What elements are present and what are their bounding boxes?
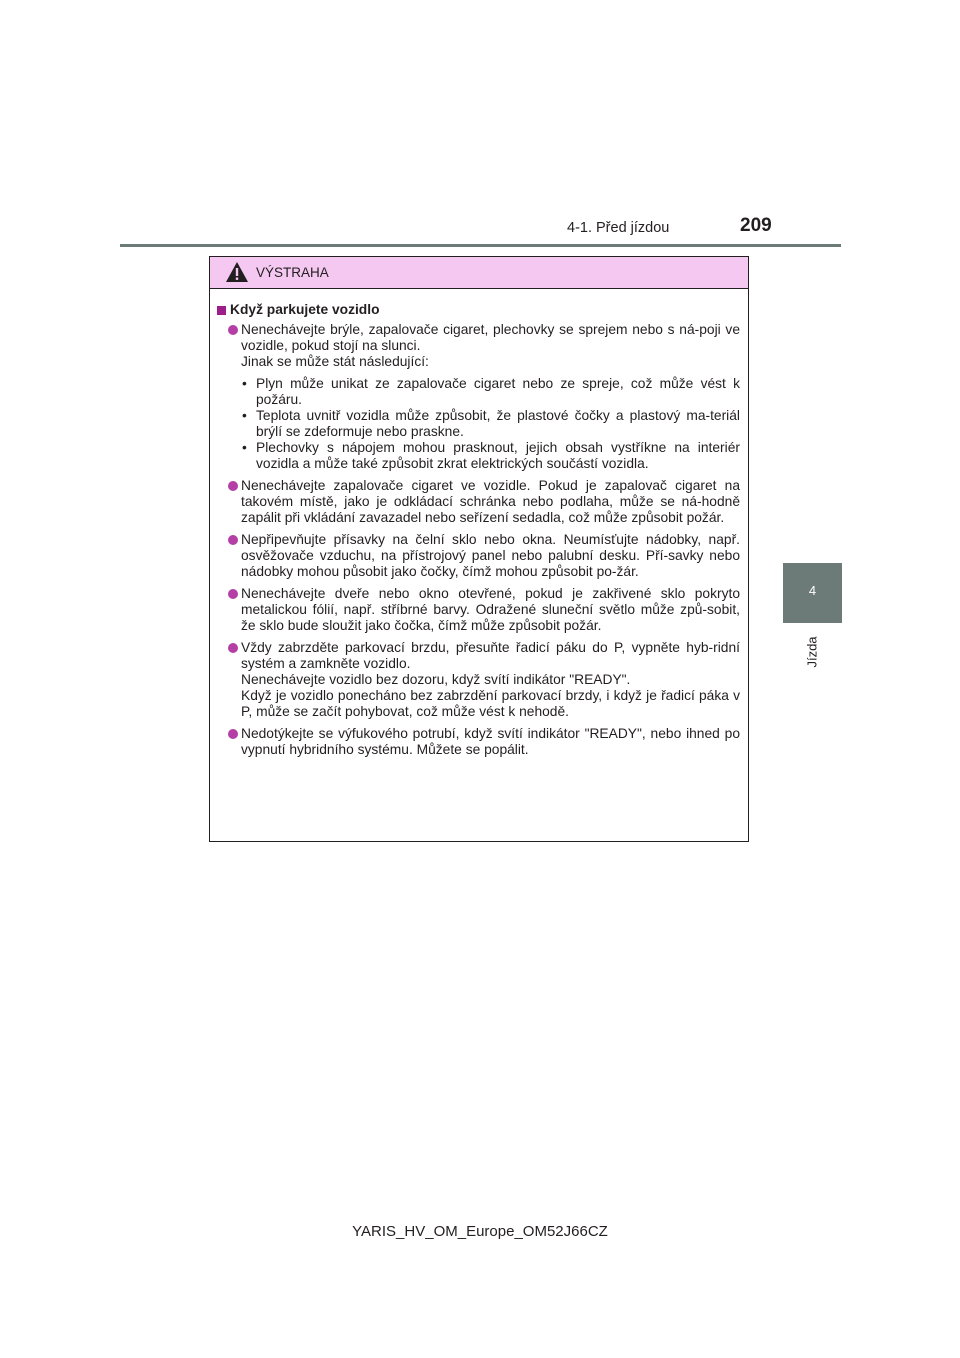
warning-item-text: Nedotýkejte se výfukového potrubí, když svítí indikátor "READY", nebo ihned po vypnutí hybridního systému. Můžete se popálit. (241, 726, 740, 757)
warning-triangle-icon (225, 261, 249, 283)
warning-item (217, 478, 740, 526)
warning-header (210, 257, 748, 289)
chapter-tab-number: 4 (808, 583, 817, 598)
warning-item (217, 640, 740, 720)
warning-item (217, 532, 740, 580)
warning-item (217, 586, 740, 634)
chapter-label-text: Jízda (804, 636, 820, 668)
sub-list (241, 376, 740, 472)
warning-item-text: Nenechávejte dveře nebo okno otevřené, pokud je zakřivené sklo pokryto metalickou fólií, např. stříbrné barvy. Odražené sluneční světlo může způ-sobit, že sklo bude sloužit jako čočka, čímž může způsobit požár. (241, 586, 740, 633)
warning-item-text: Vždy zabrzděte parkovací brzdu, přesuňte řadicí páku do P, vypněte hyb-ridní systém a zamkněte vozidlo. (241, 640, 740, 671)
document-code: YARIS_HV_OM_Europe_OM52J66CZ (352, 1223, 608, 1240)
warning-item (217, 322, 740, 472)
bullet-icon (228, 643, 238, 653)
section-heading-text: Když parkujete vozidlo (230, 302, 380, 317)
sub-list-item: • Plechovky s nápojem mohou prasknout, jejich obsah vystříkne na interiér vozidla a může také způsobit zkrat elektrických součástí vozidla. (241, 440, 740, 472)
section-heading (217, 302, 740, 318)
header-rule (120, 244, 841, 247)
header-section-title: 4-1. Před jízdou (567, 220, 670, 236)
page-number: 209 (740, 215, 772, 236)
warning-item-text: Jinak se může stát následující: (241, 354, 429, 369)
bullet-icon (228, 535, 238, 545)
bullet-icon (228, 589, 238, 599)
warning-body (210, 289, 748, 758)
sub-list-item: • Teplota uvnitř vozidla může způsobit, že plastové čočky a plastový ma-teriál brýlí se zdeformuje nebo praskne. (241, 408, 740, 440)
bullet-icon (228, 729, 238, 739)
warning-item-text: Nenechávejte brýle, zapalovače cigaret, plechovky se sprejem nebo s ná-poji ve vozidle, pokud stojí na slunci. (241, 322, 740, 353)
warning-item-text: Nenechávejte vozidlo bez dozoru, když svítí indikátor "READY". (241, 672, 631, 687)
warning-box (209, 256, 749, 842)
chapter-label (798, 632, 826, 672)
bullet-icon (228, 481, 238, 491)
warning-item (217, 726, 740, 758)
warning-item-text: Když je vozidlo ponecháno bez zabrzdění parkovací brzdy, i když je řadicí páka v P, může se začít pohybovat, což může vést k nehodě. (241, 688, 740, 719)
warning-title: VÝSTRAHA (256, 265, 329, 280)
warning-item-text: Nepřipevňujte přísavky na čelní sklo nebo okna. Neumísťujte nádobky, např. osvěžovače vzduchu, na přístrojový panel nebo palubní desku. Pří-savky nebo nádobky mohou působit jako čočky, čímž mohou způsobit po-žár. (241, 532, 740, 579)
sub-list-item: • Plyn může unikat ze zapalovače cigaret nebo ze spreje, což může vést k požáru. (241, 376, 740, 408)
square-bullet-icon (217, 306, 226, 315)
chapter-tab (783, 563, 842, 623)
bullet-icon (228, 325, 238, 335)
warning-item-text: Nenechávejte zapalovače cigaret ve vozidle. Pokud je zapalovač cigaret na takovém místě, jako je odkládací schránka nebo podlaha, může se ná-hodně zapálit při vkládání zavazadel nebo seřízení sedadla, což může způsobit požár. (241, 478, 740, 525)
